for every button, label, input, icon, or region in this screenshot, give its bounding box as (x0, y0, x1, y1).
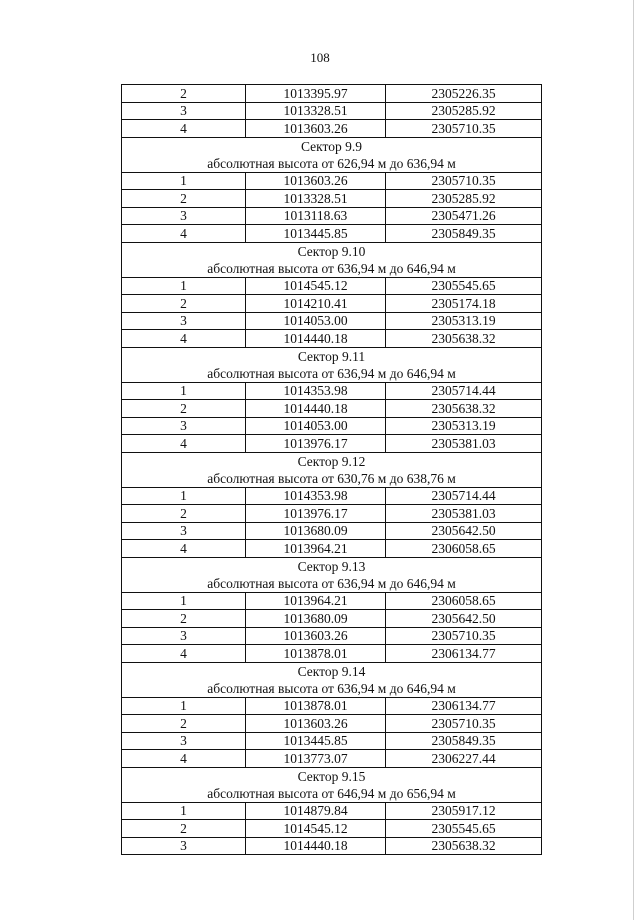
sector-header-cell (122, 767, 542, 802)
y-coordinate-cell: 2305285.92 (386, 102, 542, 120)
point-number-cell: 1 (122, 172, 246, 190)
table-row (122, 505, 542, 523)
y-coordinate-cell: 2305917.12 (386, 802, 542, 820)
sector-header-cell (122, 242, 542, 277)
table-row (122, 312, 542, 330)
x-coordinate-cell: 1013445.85 (246, 732, 386, 750)
sector-altitude: абсолютная высота от 636,94 м до 646,94 м (207, 365, 456, 381)
x-coordinate-cell: 1013445.85 (246, 225, 386, 243)
x-coordinate-cell: 1014210.41 (246, 295, 386, 313)
sector-title: Сектор 9.9 (300, 138, 362, 154)
sector-header-cell (122, 347, 542, 382)
x-coordinate-cell: 1013878.01 (246, 645, 386, 663)
y-coordinate-cell: 2305642.50 (386, 522, 542, 540)
table-row (122, 190, 542, 208)
y-coordinate-cell: 2305849.35 (386, 225, 542, 243)
point-number-cell: 1 (122, 382, 246, 400)
point-number-cell: 3 (122, 207, 246, 225)
table-row (122, 295, 542, 313)
table-row (122, 120, 542, 138)
x-coordinate-cell: 1013773.07 (246, 750, 386, 768)
y-coordinate-cell: 2305545.65 (386, 277, 542, 295)
point-number-cell: 1 (122, 277, 246, 295)
point-number-cell: 3 (122, 312, 246, 330)
table-row (122, 610, 542, 628)
y-coordinate-cell: 2305313.19 (386, 312, 542, 330)
table-row (122, 435, 542, 453)
x-coordinate-cell: 1014353.98 (246, 382, 386, 400)
sector-title: Сектор 9.14 (297, 663, 366, 679)
table-row (122, 382, 542, 400)
sector-altitude: абсолютная высота от 636,94 м до 646,94 м (207, 260, 456, 276)
y-coordinate-cell: 2306058.65 (386, 592, 542, 610)
x-coordinate-cell: 1013680.09 (246, 522, 386, 540)
x-coordinate-cell: 1014440.18 (246, 837, 386, 855)
x-coordinate-cell: 1013964.21 (246, 592, 386, 610)
point-number-cell: 2 (122, 505, 246, 523)
point-number-cell: 4 (122, 330, 246, 348)
table-row (122, 802, 542, 820)
x-coordinate-cell: 1013603.26 (246, 172, 386, 190)
table-row (122, 645, 542, 663)
sector-altitude: абсолютная высота от 636,94 м до 646,94 м (207, 680, 456, 696)
point-number-cell: 3 (122, 627, 246, 645)
point-number-cell: 4 (122, 120, 246, 138)
x-coordinate-cell: 1013118.63 (246, 207, 386, 225)
y-coordinate-cell: 2305381.03 (386, 435, 542, 453)
x-coordinate-cell: 1014545.12 (246, 820, 386, 838)
sector-header-cell (122, 662, 542, 697)
x-coordinate-cell: 1013976.17 (246, 505, 386, 523)
point-number-cell: 1 (122, 487, 246, 505)
x-coordinate-cell: 1014353.98 (246, 487, 386, 505)
point-number-cell: 3 (122, 732, 246, 750)
table-row (122, 627, 542, 645)
x-coordinate-cell: 1013878.01 (246, 697, 386, 715)
sector-header-row (122, 242, 542, 277)
sector-header-row (122, 137, 542, 172)
point-number-cell: 3 (122, 837, 246, 855)
x-coordinate-cell: 1013964.21 (246, 540, 386, 558)
x-coordinate-cell: 1014053.00 (246, 417, 386, 435)
y-coordinate-cell: 2305471.26 (386, 207, 542, 225)
point-number-cell: 1 (122, 802, 246, 820)
sector-header-cell (122, 137, 542, 172)
y-coordinate-cell: 2305642.50 (386, 610, 542, 628)
y-coordinate-cell: 2306134.77 (386, 645, 542, 663)
table-row (122, 540, 542, 558)
y-coordinate-cell: 2305714.44 (386, 487, 542, 505)
sector-altitude: абсолютная высота от 646,94 м до 656,94 м (207, 785, 456, 801)
table-row (122, 417, 542, 435)
y-coordinate-cell: 2305226.35 (386, 85, 542, 103)
sector-title: Сектор 9.11 (297, 348, 366, 364)
x-coordinate-cell: 1013395.97 (246, 85, 386, 103)
y-coordinate-cell: 2305638.32 (386, 837, 542, 855)
x-coordinate-cell: 1013328.51 (246, 190, 386, 208)
x-coordinate-cell: 1014440.18 (246, 330, 386, 348)
y-coordinate-cell: 2305174.18 (386, 295, 542, 313)
table-row (122, 820, 542, 838)
point-number-cell: 2 (122, 715, 246, 733)
table-row (122, 277, 542, 295)
x-coordinate-cell: 1013603.26 (246, 120, 386, 138)
x-coordinate-cell: 1013603.26 (246, 715, 386, 733)
coordinates-table (121, 84, 542, 855)
sector-altitude: абсолютная высота от 630,76 м до 638,76 м (207, 470, 456, 486)
point-number-cell: 2 (122, 85, 246, 103)
table-row (122, 592, 542, 610)
y-coordinate-cell: 2305849.35 (386, 732, 542, 750)
point-number-cell: 4 (122, 540, 246, 558)
sector-altitude: абсолютная высота от 626,94 м до 636,94 м (207, 155, 456, 171)
page-edge-rule (633, 0, 634, 920)
y-coordinate-cell: 2306227.44 (386, 750, 542, 768)
y-coordinate-cell: 2305714.44 (386, 382, 542, 400)
table-row (122, 487, 542, 505)
table-row (122, 522, 542, 540)
point-number-cell: 3 (122, 522, 246, 540)
y-coordinate-cell: 2305545.65 (386, 820, 542, 838)
table-row (122, 85, 542, 103)
point-number-cell: 3 (122, 417, 246, 435)
point-number-cell: 2 (122, 400, 246, 418)
y-coordinate-cell: 2305710.35 (386, 172, 542, 190)
y-coordinate-cell: 2306134.77 (386, 697, 542, 715)
table-row (122, 225, 542, 243)
page-number: 108 (310, 50, 330, 65)
sector-header-row (122, 557, 542, 592)
x-coordinate-cell: 1013603.26 (246, 627, 386, 645)
x-coordinate-cell: 1014545.12 (246, 277, 386, 295)
point-number-cell: 4 (122, 225, 246, 243)
y-coordinate-cell: 2305710.35 (386, 120, 542, 138)
sector-title: Сектор 9.10 (297, 243, 366, 259)
point-number-cell: 2 (122, 295, 246, 313)
table-row (122, 172, 542, 190)
y-coordinate-cell: 2305313.19 (386, 417, 542, 435)
point-number-cell: 1 (122, 592, 246, 610)
point-number-cell: 4 (122, 645, 246, 663)
table-row (122, 750, 542, 768)
y-coordinate-cell: 2305638.32 (386, 330, 542, 348)
table-row (122, 715, 542, 733)
point-number-cell: 3 (122, 102, 246, 120)
sector-title: Сектор 9.12 (297, 453, 366, 469)
table-row (122, 400, 542, 418)
x-coordinate-cell: 1013680.09 (246, 610, 386, 628)
table-row (122, 697, 542, 715)
y-coordinate-cell: 2305285.92 (386, 190, 542, 208)
table-row (122, 837, 542, 855)
x-coordinate-cell: 1013328.51 (246, 102, 386, 120)
y-coordinate-cell: 2305381.03 (386, 505, 542, 523)
x-coordinate-cell: 1014440.18 (246, 400, 386, 418)
point-number-cell: 2 (122, 190, 246, 208)
x-coordinate-cell: 1013976.17 (246, 435, 386, 453)
point-number-cell: 2 (122, 820, 246, 838)
table-row (122, 207, 542, 225)
sector-altitude: абсолютная высота от 636,94 м до 646,94 м (207, 575, 456, 591)
sector-header-cell (122, 452, 542, 487)
sector-title: Сектор 9.13 (297, 558, 366, 574)
sector-header-row (122, 452, 542, 487)
sector-header-cell (122, 557, 542, 592)
sector-header-row (122, 767, 542, 802)
sector-header-row (122, 662, 542, 697)
x-coordinate-cell: 1014053.00 (246, 312, 386, 330)
y-coordinate-cell: 2305638.32 (386, 400, 542, 418)
point-number-cell: 4 (122, 750, 246, 768)
y-coordinate-cell: 2305710.35 (386, 627, 542, 645)
point-number-cell: 4 (122, 435, 246, 453)
table-row (122, 330, 542, 348)
coordinates-table-body (122, 85, 542, 855)
table-row (122, 732, 542, 750)
point-number-cell: 1 (122, 697, 246, 715)
sector-header-row (122, 347, 542, 382)
x-coordinate-cell: 1014879.84 (246, 802, 386, 820)
table-row (122, 102, 542, 120)
sector-title: Сектор 9.15 (297, 768, 366, 784)
y-coordinate-cell: 2305710.35 (386, 715, 542, 733)
point-number-cell: 2 (122, 610, 246, 628)
y-coordinate-cell: 2306058.65 (386, 540, 542, 558)
